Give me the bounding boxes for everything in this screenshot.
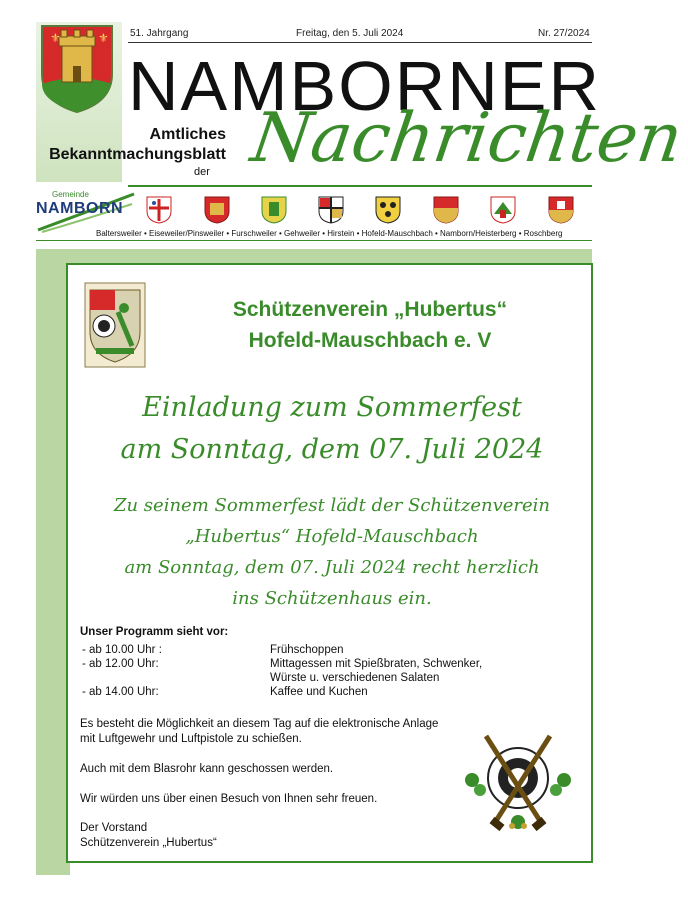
issue-date: Freitag, den 5. Juli 2024: [296, 28, 404, 39]
arms-namborn-heisterberg-icon: [490, 196, 516, 224]
notes-line-2: mit Luftgewehr und Luftpistole zu schießen.: [80, 733, 302, 745]
notes-line-3: Auch mit dem Blasrohr kann geschossen werden.: [80, 763, 334, 775]
invitation-title-2: am Sonntag, dem 07. Juli 2024: [120, 434, 544, 465]
left-green-bar: [36, 249, 70, 875]
arms-hofeld-mauschbach-icon: [433, 196, 459, 224]
program-time: - ab 12.00 Uhr:: [82, 658, 159, 670]
subtitle-line-1: Amtliches: [149, 126, 226, 143]
notes-line-1: Es besteht die Möglichkeit an diesem Tag auf die elektronische Anlage: [80, 718, 439, 730]
svg-text:⚜: ⚜: [98, 31, 109, 45]
club-name-line-2: Hofeld-Mauschbach e. V: [248, 329, 492, 352]
logo-small-text: Gemeinde: [52, 190, 89, 199]
arms-eisweiler-icon: [204, 196, 230, 224]
program-time: - ab 14.00 Uhr:: [82, 686, 159, 698]
program-event: Frühschoppen: [270, 644, 344, 656]
volume-year: 51. Jahrgang: [130, 28, 189, 39]
target-rifles-icon: [462, 728, 574, 838]
logo-big-text: NAMBORN: [36, 200, 124, 217]
masthead-script-title: Nachrichten: [246, 99, 688, 178]
invitation-text-2: „Hubertus“ Hofeld-Mauschbach: [185, 526, 479, 547]
invitation-title-1: Einladung zum Sommerfest: [142, 392, 522, 423]
subtitle-line-2: Bekanntmachungsblatt: [49, 146, 226, 163]
notes-line-4: Wir würden uns über einen Besuch von Ihnen sehr freuen.: [80, 793, 378, 805]
arms-furschweiler-icon: [261, 196, 287, 224]
invitation-text-4: ins Schützenhaus ein.: [232, 588, 432, 609]
program-event: Würste u. verschiedenen Salaten: [270, 672, 440, 684]
village-rule: [36, 240, 592, 241]
issue-number: Nr. 27/2024: [538, 28, 590, 39]
program-time: - ab 10.00 Uhr :: [82, 644, 162, 656]
subtitle-line-3: der: [194, 166, 210, 178]
program-event: Mittagessen mit Spießbraten, Schwenker,: [270, 658, 483, 670]
masthead-title: NAMBORNER: [128, 47, 602, 125]
program-event: Kaffee und Kuchen: [270, 686, 368, 698]
arms-hirstein-icon: [375, 196, 401, 224]
header-rule: [128, 42, 592, 43]
arms-baltersweiler-icon: [146, 196, 172, 224]
club-name-line-1: Schützenverein „Hubertus“: [232, 298, 508, 321]
invitation-text-1: Zu seinem Sommerfest lädt der Schützenverein: [113, 495, 551, 516]
signature-line-2: Schützenverein „Hubertus“: [80, 837, 217, 849]
arms-roschberg-icon: [548, 196, 574, 224]
invitation-text-3: am Sonntag, dem 07. Juli 2024 recht herzlich: [124, 557, 540, 578]
signature-line-1: Der Vorstand: [80, 822, 148, 834]
svg-text:⚜: ⚜: [50, 31, 61, 45]
arms-gehweiler-icon: [318, 196, 344, 224]
namborn-logo: [36, 186, 136, 234]
top-green-bar: [36, 249, 592, 263]
club-emblem-icon: [84, 282, 146, 368]
village-list: Baltersweiler • Eiseweiler/Pinsweiler • Furschweiler • Gehweiler • Hirstein • Hofeld-Mauschbach • Namborn/Heisterberg • Roschberg: [96, 229, 563, 238]
masthead-rule: [128, 185, 592, 187]
municipality-crest: [36, 22, 118, 114]
program-heading: Unser Programm sieht vor:: [80, 626, 229, 638]
